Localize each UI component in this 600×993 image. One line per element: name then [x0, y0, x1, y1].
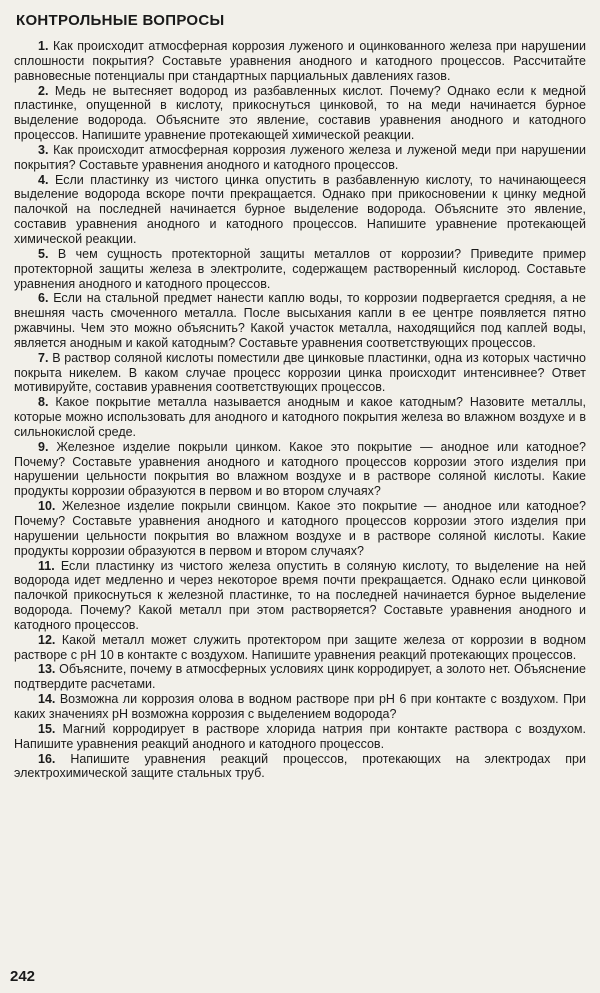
question-number: 1.	[38, 39, 49, 53]
question-text: Какое покрытие металла называется анодным и какое катодным? Назовите металлы, которые можно использовать для анодного и катодного покрытия железа во влажном воздухе и в сильнокислой среде.	[14, 395, 586, 439]
question-text: Магний корродирует в растворе хлорида натрия при контакте раствора с воздухом. Напишите уравнения реакций анодного и катодного процессов.	[14, 721, 586, 751]
question-item	[14, 291, 586, 350]
question-text: Если на стальной предмет нанести каплю воды, то коррозии подвергается средняя, а не внешняя часть смоченного металла. После высыхания капли в ее центре появляется пятно ржавчины. Чем это можно объяснить? Какой участок металла, находящийся под каплей воды, является анодным и какой катодным? Составьте уравнения соответствующих процессов.	[14, 291, 586, 350]
question-text: Медь не вытесняет водород из разбавленных кислот. Почему? Однако если к медной пластинке, опущенной в кислоту, прикоснуться цинковой, то на меди начинается бурное выделение водорода. Объясните это явление, составив уравнения анодного и катодного процессов. Напишите уравнение протекающей химической реакции.	[14, 83, 586, 143]
question-number: 7.	[38, 350, 49, 365]
question-text: Возможна ли коррозия олова в водном растворе при pH 6 при контакте с воздухом. При каких значениях pH возможна коррозия с выделением водорода?	[14, 692, 586, 721]
page-number: 242	[10, 968, 36, 985]
question-item	[14, 662, 586, 692]
question-text: Железное изделие покрыли цинком. Какое это покрытие — анодное или катодное? Почему? Составьте уравнения анодного и катодного процессов коррозии этого изделия при нарушении цельности покрытия во влажном воздухе и в растворе соляной кислоты. Какие продукты коррозии образуются в первом и во втором случаях?	[14, 439, 586, 499]
questions-list	[14, 39, 586, 781]
question-item	[14, 173, 586, 247]
question-item	[14, 633, 586, 663]
question-item	[14, 499, 586, 558]
question-number: 15.	[38, 721, 56, 736]
question-item	[14, 39, 586, 84]
question-number: 9.	[38, 439, 49, 454]
question-item	[14, 692, 586, 722]
question-text: Как происходит атмосферная коррозия луженого и оцинкованного железа при нарушении сплошности покрытия? Составьте уравнения анодного и катодного процессов. Рассчитайте равновесные потенциалы при стандартных парциальных давлениях газов.	[14, 39, 586, 83]
question-item	[14, 84, 586, 143]
question-number: 12.	[38, 632, 56, 647]
question-item	[14, 395, 586, 440]
question-number: 8.	[38, 395, 49, 410]
question-item	[14, 351, 586, 396]
question-item	[14, 722, 586, 752]
question-text: В чем сущность протекторной защиты металлов от коррозии? Приведите пример протекторной защиты железа в электролите, содержащем растворенный кислород. Составьте уравнения анодного и катодного процессов.	[14, 246, 587, 291]
question-number: 14.	[38, 692, 56, 707]
question-number: 3.	[38, 142, 49, 157]
question-number: 5.	[38, 246, 49, 261]
question-number: 10.	[38, 499, 56, 514]
question-number: 4.	[38, 172, 49, 187]
question-number: 2.	[38, 83, 49, 98]
question-text: Как происходит атмосферная коррозия луженого железа и луженой меди при нарушении покрытия? Составьте уравнения анодного и катодного процессов.	[14, 142, 586, 172]
page-heading: КОНТРОЛЬНЫЕ ВОПРОСЫ	[16, 12, 225, 29]
question-item	[14, 752, 586, 782]
question-number: 16.	[38, 751, 56, 766]
question-text: Если пластинку из чистого цинка опустить в разбавленную кислоту, то начинающееся выделение водорода вскоре почти прекращается. Однако при прикосновении к цинку медной палочкой на последней начинается бурное выделение водорода. Объясните это явление, составив уравнения анодного и катодного процессов. Напишите уравнение протекающей химической реакции.	[14, 172, 586, 246]
question-item	[14, 440, 586, 499]
question-text: В раствор соляной кислоты поместили две цинковые пластинки, одна из которых частично покрыта никелем. В каком случае процесс коррозии цинка происходит интенсивнее? Ответ мотивируйте, составив уравнения соответствующих процессов.	[14, 350, 586, 395]
question-item	[14, 143, 586, 173]
question-number: 13.	[38, 662, 56, 677]
question-text: Железное изделие покрыли свинцом. Какое это покрытие — анодное или катодное? Почему? Составьте уравнения анодного и катодного процессов коррозии этого изделия при нарушении цельности покрытия во влажном воздухе и в растворе соляной кислоты. Какие продукты коррозии образуются в первом и втором случаях?	[14, 499, 586, 558]
question-item	[14, 559, 586, 633]
question-text: Какой металл может служить протектором при защите железа от коррозии в водном растворе с pH 10 в контакте с воздухом. Напишите уравнения реакций протекающих процессов.	[14, 632, 586, 662]
question-text: Напишите уравнения реакций процессов, протекающих на электродах при электрохимической защите стальных труб.	[14, 751, 586, 781]
question-text: Объясните, почему в атмосферных условиях цинк корродирует, а золото нет. Объяснение подтвердите расчетами.	[14, 662, 586, 692]
question-number: 11.	[38, 558, 55, 573]
question-text: Если пластинку из чистого железа опустить в соляную кислоту, то выделение на ней водорода идет медленно и через некоторое время почти прекращается. Однако если цинковой палочкой прикоснуться к железной пластинке, то на последней начинается бурное выделение водорода. Почему? Какой металл при этом растворяется? Составьте уравнения анодного и катодного процессов.	[14, 558, 586, 632]
question-number: 6.	[38, 291, 49, 306]
question-item	[14, 247, 586, 292]
